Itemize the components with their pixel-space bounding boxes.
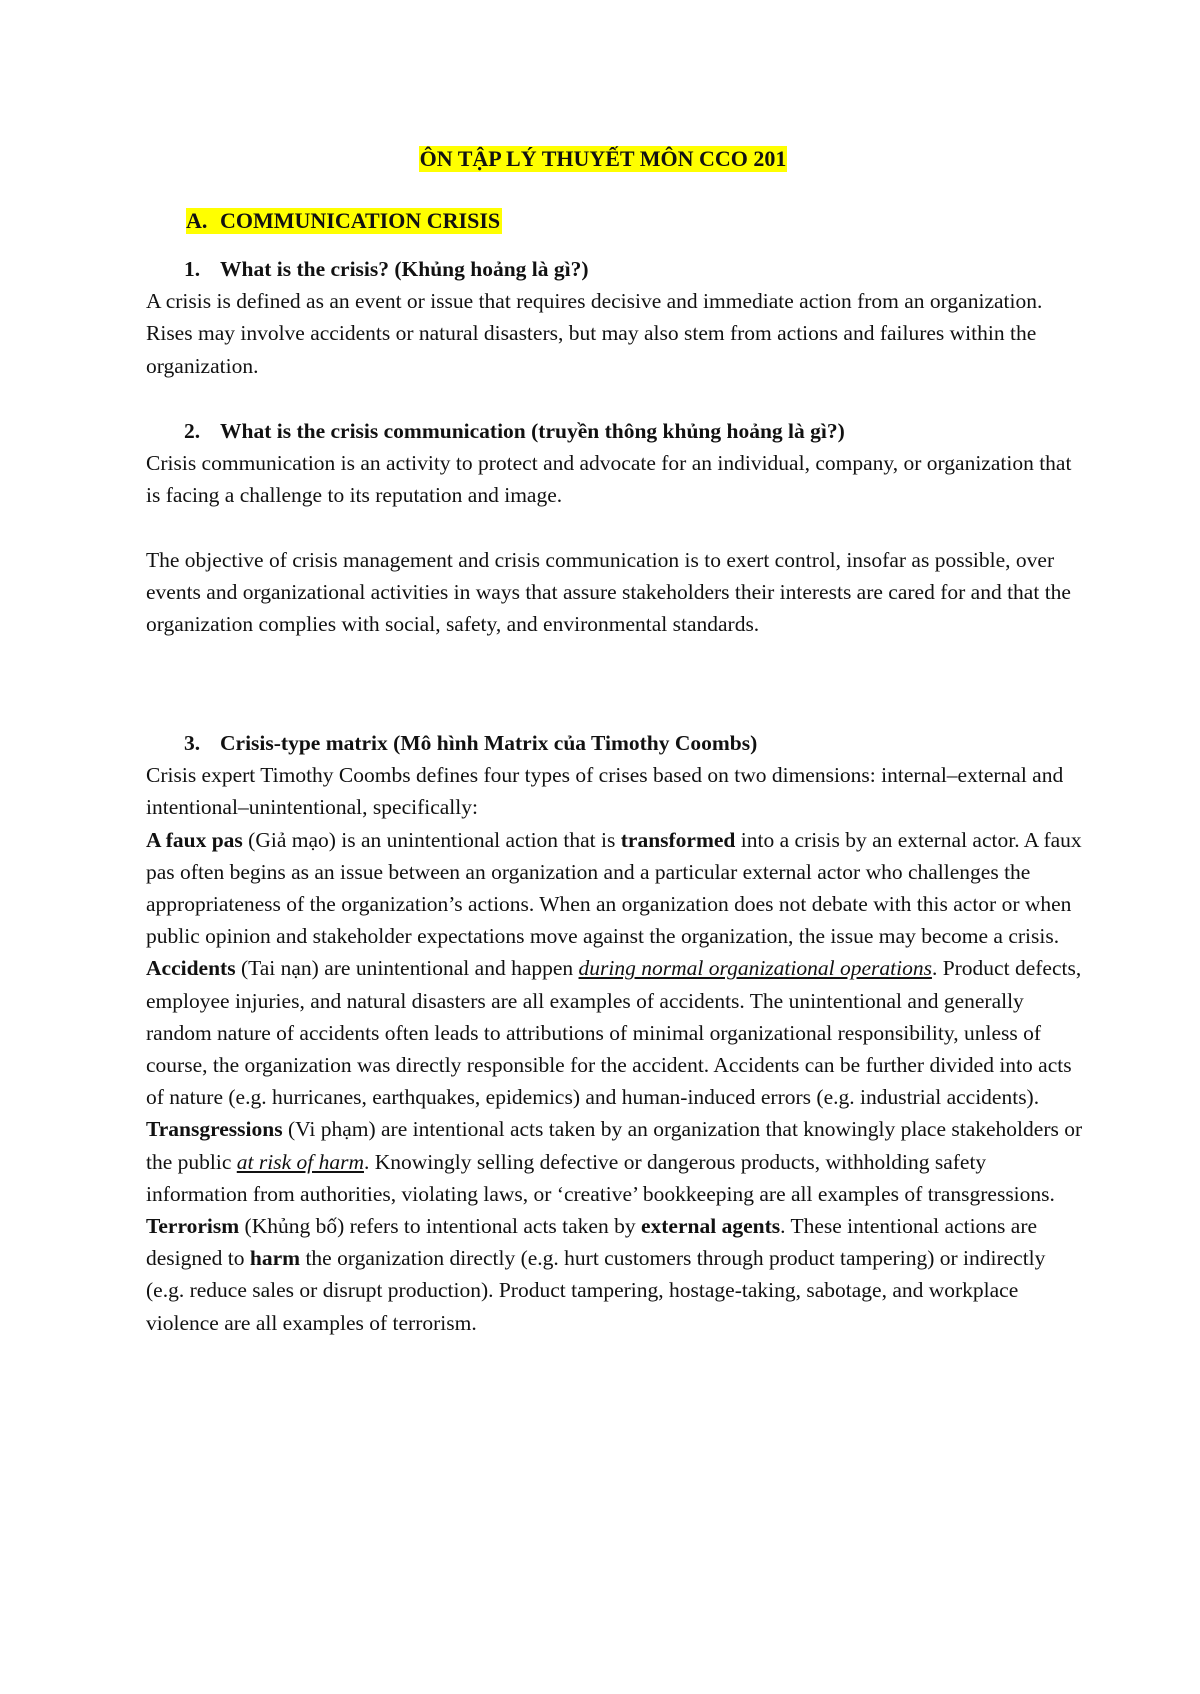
- q2-number: 2.: [184, 419, 201, 443]
- accidents-vn: (Tai nạn) are unintentional and happen: [235, 956, 579, 981]
- q1-heading-text: What is the crisis? (Khủng hoảng là gì?): [220, 257, 589, 281]
- q2-body-block: [146, 447, 1086, 640]
- faux-pas-term: A faux pas: [146, 827, 243, 852]
- q3-heading-text: Crisis-type matrix (Mô hình Matrix của Timothy Coombs): [220, 731, 758, 755]
- terrorism-term: Terrorism: [146, 1214, 240, 1239]
- q3-body-block: [146, 759, 1086, 1339]
- terrorism-vn: (Khủng bố) refers to intentional acts taken by: [239, 1214, 641, 1239]
- terrorism-bold-harm: harm: [249, 1246, 301, 1271]
- q1-heading: [146, 253, 1086, 285]
- faux-pas-bold: transformed: [620, 827, 736, 852]
- terrorism-paragraph: [146, 1210, 1086, 1339]
- q1-number: 1.: [184, 257, 201, 281]
- transgressions-emphasis: at risk of harm: [236, 1149, 364, 1174]
- faux-pas-rest: into a crisis by an external actor. A faux pas often begins as an issue between an organization and a particular external actor who challenges the appropriateness of the organization’s actions. When an organization does not debate with this actor or when public opinion and stakeholder expectations move against the organization, the issue may become a crisis.: [146, 827, 1082, 949]
- q1-body: A crisis is defined as an event or issue that requires decisive and immediate action from an organization. Rises may involve accidents or natural disasters, but may also stem from actions and failures within the organization.: [146, 289, 1043, 378]
- q2-heading: [146, 415, 1086, 447]
- terrorism-bold: external agents: [640, 1214, 781, 1239]
- accidents-term: Accidents: [146, 956, 236, 981]
- section-a-heading: [186, 208, 502, 234]
- section-a-number: A.: [186, 208, 208, 233]
- accidents-rest: . Product defects, employee injuries, and natural disasters are all examples of accidents. The unintentional and generally random nature of accidents often leads to attributions of minimal organizational responsibility, unless of course, the organization was directly responsible for the accident. Accidents can be further divided into acts of nature (e.g. hurricanes, earthquakes, epidemics) and human-induced errors (e.g. industrial accidents).: [146, 956, 1082, 1110]
- q2-block: [146, 415, 1086, 640]
- accidents-paragraph: [146, 952, 1086, 1113]
- q2-body-2: The objective of crisis management and crisis communication is to exert control, insofar as possible, over events and organizational activities in ways that assure stakeholders their interests are cared for and that the organization complies with social, safety, and environmental standards.: [146, 547, 1071, 637]
- faux-pas-vn: (Giả mạo) is an unintentional action that is: [242, 827, 621, 852]
- faux-pas-paragraph: [146, 824, 1086, 953]
- transgressions-term: Transgressions: [146, 1117, 283, 1142]
- transgressions-paragraph: [146, 1113, 1086, 1210]
- q3-number: 3.: [184, 731, 201, 755]
- paragraph-gap: [146, 512, 1086, 544]
- transgressions-vn: (Vi phạm) are intentional acts taken by an organization that knowingly place stakeholders or the public: [146, 1117, 1083, 1174]
- q3-intro: Crisis expert Timothy Coombs defines four types of crises based on two dimensions: internal–external and intentional–unintentional, specifically:: [146, 763, 1064, 820]
- q1-block: [146, 253, 1086, 382]
- transgressions-rest: . Knowingly selling defective or dangerous products, withholding safety information from authorities, violating laws, or ‘creative’ bookkeeping are all examples of transgressions.: [146, 1149, 1055, 1206]
- q2-heading-text: What is the crisis communication (truyền thông khủng hoảng là gì?): [220, 419, 845, 443]
- section-a-label: COMMUNICATION CRISIS: [220, 208, 501, 233]
- q1-body-block: [146, 285, 1086, 382]
- q3-block: [146, 727, 1086, 1339]
- q2-body: Crisis communication is an activity to protect and advocate for an individual, company, or organization that is facing a challenge to its reputation and image.: [146, 451, 1072, 508]
- q3-heading: [146, 727, 1086, 759]
- terrorism-mid: . These intentional actions are designed to: [146, 1214, 1038, 1271]
- document-title: ÔN TẬP LÝ THUYẾT MÔN CCO 201: [419, 146, 787, 171]
- title-row: [0, 146, 1200, 172]
- accidents-emphasis: during normal organizational operations: [578, 956, 932, 981]
- terrorism-rest: the organization directly (e.g. hurt customers through product tampering) or indirectly (e.g. reduce sales or disrupt production). Product tampering, hostage-taking, sabotage, and workplace violence are all examples of terrorism.: [146, 1246, 1046, 1335]
